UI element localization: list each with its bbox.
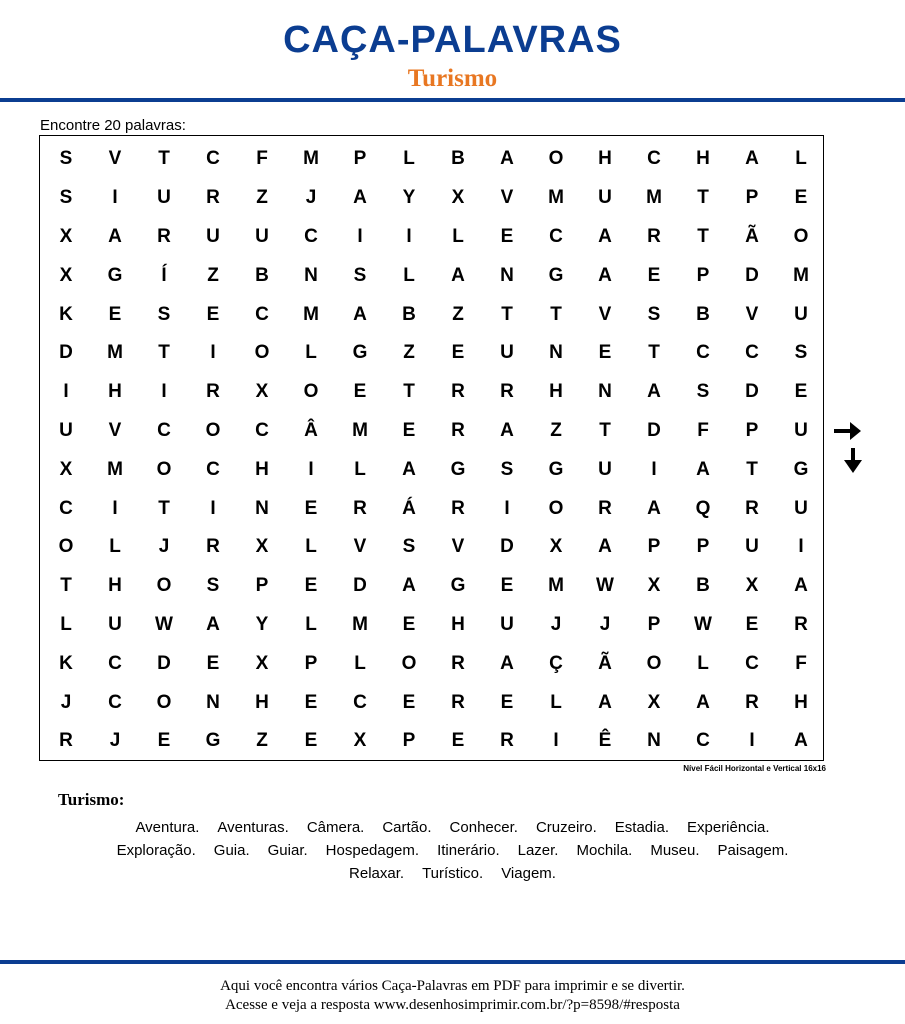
grid-letter: R xyxy=(206,381,220,403)
grid-letter: X xyxy=(59,225,73,247)
grid-letter: I xyxy=(112,497,118,519)
grid-letter: Á xyxy=(402,497,416,519)
grid-letter: E xyxy=(598,342,612,364)
grid-letter: V xyxy=(108,419,122,441)
grid-letter: F xyxy=(795,652,807,674)
grid-letter: D xyxy=(745,381,759,403)
grid-letter: E xyxy=(647,264,661,286)
grid-letter: A xyxy=(402,575,416,597)
grid-letter: A xyxy=(647,381,661,403)
grid-letter: U xyxy=(157,187,171,209)
grid-letter: I xyxy=(161,381,167,403)
grid-letter: A xyxy=(402,458,416,480)
grid-letter: J xyxy=(305,187,317,209)
grid-letter: O xyxy=(548,497,564,519)
grid-letter: T xyxy=(550,303,562,325)
grid-letter: M xyxy=(793,264,809,286)
grid-letter: T xyxy=(403,381,415,403)
grid-letter: E xyxy=(304,691,318,713)
grid-letter: C xyxy=(304,225,318,247)
grid-letter: Z xyxy=(256,730,268,752)
grid-letter: A xyxy=(794,730,808,752)
grid-letter: X xyxy=(451,187,465,209)
grid-letter: G xyxy=(548,264,564,286)
grid-letter: S xyxy=(157,303,171,325)
page-subtitle: Turismo xyxy=(407,65,498,92)
letter-grid xyxy=(54,140,838,761)
grid-letter: A xyxy=(794,575,808,597)
grid-letter: M xyxy=(352,613,368,635)
grid-letter: O xyxy=(401,652,417,674)
grid-letter: E xyxy=(794,381,808,403)
grid-letter: L xyxy=(354,652,366,674)
grid-letter: W xyxy=(155,613,173,635)
grid-letter: I xyxy=(210,342,216,364)
grid-letter: E xyxy=(402,613,416,635)
grid-letter: E xyxy=(500,225,514,247)
grid-letter: U xyxy=(794,497,808,519)
grid-letter: A xyxy=(598,225,612,247)
grid-letter: N xyxy=(500,264,514,286)
grid-letter: L xyxy=(305,613,317,635)
grid-letter: I xyxy=(504,497,510,519)
page-title: CAÇA-PALAVRAS xyxy=(283,19,622,61)
grid-letter: F xyxy=(697,419,709,441)
grid-letter: O xyxy=(303,381,319,403)
grid-letter: A xyxy=(451,264,465,286)
grid-letter: D xyxy=(157,652,171,674)
arrow-down-icon xyxy=(838,448,868,474)
grid-letter: X xyxy=(59,264,73,286)
grid-letter: A xyxy=(500,148,514,170)
grid-letter: G xyxy=(548,458,564,480)
grid-letter: C xyxy=(353,691,367,713)
grid-letter: T xyxy=(697,187,709,209)
grid-letter: M xyxy=(107,342,123,364)
grid-letter: O xyxy=(156,458,172,480)
grid-letter: L xyxy=(550,691,562,713)
word-list-title: Turismo: xyxy=(58,790,125,809)
word-list-line xyxy=(40,816,865,839)
grid-letter: H xyxy=(549,381,563,403)
grid-letter: I xyxy=(210,497,216,519)
grid-letter: J xyxy=(109,730,121,752)
grid-letter: Y xyxy=(255,613,269,635)
grid-letter: P xyxy=(745,419,759,441)
grid-letter: W xyxy=(596,575,614,597)
grid-letter: X xyxy=(255,381,269,403)
grid-letter: R xyxy=(451,497,465,519)
grid-letter: A xyxy=(108,225,122,247)
word-item: Guia. xyxy=(213,842,250,859)
grid-letter: L xyxy=(60,613,72,635)
grid-letter: H xyxy=(255,458,269,480)
grid-letter: U xyxy=(794,419,808,441)
grid-letter: C xyxy=(255,419,269,441)
grid-letter: V xyxy=(598,303,612,325)
grid-letter: R xyxy=(353,497,367,519)
grid-letter: Z xyxy=(550,419,562,441)
grid-letter: O xyxy=(156,575,172,597)
grid-letter: U xyxy=(206,225,220,247)
grid-letter: A xyxy=(598,536,612,558)
grid-letter: U xyxy=(255,225,269,247)
word-item: Mochila. xyxy=(576,842,633,859)
word-list xyxy=(40,816,865,885)
grid-letter: X xyxy=(255,536,269,558)
grid-letter: A xyxy=(745,148,759,170)
grid-letter: A xyxy=(696,458,710,480)
grid-letter: U xyxy=(59,419,73,441)
grid-letter: R xyxy=(745,497,759,519)
grid-letter: S xyxy=(794,342,808,364)
grid-letter: U xyxy=(745,536,759,558)
level-note: Nível Fácil Horizontal e Vertical 16x16 xyxy=(683,764,826,773)
grid-letter: E xyxy=(206,652,220,674)
grid-letter: T xyxy=(60,575,72,597)
grid-letter: Ã xyxy=(745,225,759,247)
grid-letter: V xyxy=(745,303,759,325)
grid-letter: J xyxy=(550,613,562,635)
grid-letter: X xyxy=(647,575,661,597)
grid-letter: K xyxy=(59,303,73,325)
grid-letter: I xyxy=(63,381,69,403)
grid-letter: A xyxy=(598,691,612,713)
grid-letter: J xyxy=(158,536,170,558)
grid-letter: O xyxy=(646,652,662,674)
grid-letter: H xyxy=(451,613,465,635)
grid-letter: I xyxy=(798,536,804,558)
grid-letter: S xyxy=(647,303,661,325)
grid-letter: H xyxy=(108,381,122,403)
grid-letter: X xyxy=(549,536,563,558)
word-item: Câmera. xyxy=(306,819,365,836)
grid-letter: R xyxy=(451,652,465,674)
grid-letter: C xyxy=(647,148,661,170)
grid-letter: R xyxy=(647,225,661,247)
grid-letter: C xyxy=(59,497,73,519)
word-item: Estadia. xyxy=(614,819,669,836)
grid-letter: T xyxy=(501,303,513,325)
grid-letter: B xyxy=(402,303,416,325)
grid-letter: P xyxy=(647,536,661,558)
word-item: Aventura. xyxy=(135,819,200,836)
grid-letter: Í xyxy=(161,264,167,286)
grid-letter: E xyxy=(451,342,465,364)
grid-letter: E xyxy=(304,730,318,752)
grid-letter: E xyxy=(304,575,318,597)
word-item: Lazer. xyxy=(517,842,559,859)
grid-letter: P xyxy=(696,264,710,286)
grid-letter: B xyxy=(696,303,710,325)
grid-letter: P xyxy=(353,148,367,170)
grid-letter: X xyxy=(353,730,367,752)
grid-letter: R xyxy=(451,691,465,713)
grid-letter: D xyxy=(500,536,514,558)
grid-letter: I xyxy=(308,458,314,480)
word-item: Viagem. xyxy=(501,865,556,882)
grid-letter: D xyxy=(647,419,661,441)
word-list-line xyxy=(40,862,865,885)
grid-letter: N xyxy=(647,730,661,752)
grid-letter: R xyxy=(598,497,612,519)
grid-letter: S xyxy=(206,575,220,597)
grid-letter: L xyxy=(452,225,464,247)
grid-letter: P xyxy=(402,730,416,752)
grid-letter: L xyxy=(403,264,415,286)
grid-letter: A xyxy=(696,691,710,713)
header-divider xyxy=(0,98,905,102)
grid-letter: C xyxy=(206,148,220,170)
grid-letter: R xyxy=(451,381,465,403)
word-list-line xyxy=(40,839,865,862)
word-item: Cruzeiro. xyxy=(535,819,597,836)
word-item: Exploração. xyxy=(116,842,196,859)
grid-letter: Z xyxy=(452,303,464,325)
grid-letter: U xyxy=(500,342,514,364)
arrow-right-icon xyxy=(832,418,862,444)
grid-letter: W xyxy=(694,613,712,635)
word-item: Experiência. xyxy=(687,819,770,836)
grid-letter: U xyxy=(598,458,612,480)
grid-letter: G xyxy=(793,458,809,480)
grid-letter: O xyxy=(156,691,172,713)
grid-letter: H xyxy=(108,575,122,597)
grid-letter: V xyxy=(451,536,465,558)
grid-letter: C xyxy=(108,652,122,674)
grid-letter: Q xyxy=(695,497,711,519)
grid-letter: G xyxy=(205,730,221,752)
grid-letter: P xyxy=(304,652,318,674)
grid-letter: U xyxy=(598,187,612,209)
grid-letter: X xyxy=(59,458,73,480)
grid-letter: E xyxy=(451,730,465,752)
grid-letter: P xyxy=(647,613,661,635)
grid-letter: T xyxy=(158,148,170,170)
grid-letter: O xyxy=(548,148,564,170)
grid-letter: S xyxy=(696,381,710,403)
grid-letter: L xyxy=(795,148,807,170)
word-search-grid xyxy=(39,135,824,761)
grid-letter: Z xyxy=(256,187,268,209)
grid-letter: C xyxy=(696,342,710,364)
grid-letter: F xyxy=(256,148,268,170)
grid-letter: I xyxy=(406,225,412,247)
grid-letter: R xyxy=(59,730,73,752)
grid-letter: Ê xyxy=(598,730,612,752)
grid-letter: G xyxy=(450,458,466,480)
grid-letter: D xyxy=(745,264,759,286)
grid-letter: S xyxy=(402,536,416,558)
grid-letter: R xyxy=(500,381,514,403)
grid-letter: E xyxy=(794,187,808,209)
grid-letter: N xyxy=(549,342,563,364)
word-item: Cartão. xyxy=(382,819,432,836)
grid-letter: R xyxy=(206,536,220,558)
word-item: Museu. xyxy=(650,842,700,859)
grid-letter: C xyxy=(255,303,269,325)
grid-letter: B xyxy=(451,148,465,170)
grid-letter: P xyxy=(745,187,759,209)
word-item: Paisagem. xyxy=(717,842,789,859)
footer-text: Aqui você encontra vários Caça-Palavras em PDF para imprimir e se divertir. xyxy=(220,978,685,994)
grid-letter: L xyxy=(697,652,709,674)
grid-letter: A xyxy=(598,264,612,286)
grid-letter: R xyxy=(794,613,808,635)
grid-letter: S xyxy=(59,148,73,170)
grid-letter: O xyxy=(254,342,270,364)
grid-letter: A xyxy=(353,303,367,325)
grid-letter: T xyxy=(746,458,758,480)
grid-letter: I xyxy=(553,730,559,752)
grid-letter: V xyxy=(500,187,514,209)
grid-letter: Ç xyxy=(549,652,563,674)
grid-letter: I xyxy=(357,225,363,247)
grid-letter: L xyxy=(305,536,317,558)
word-item: Relaxar. xyxy=(349,865,405,882)
grid-letter: L xyxy=(305,342,317,364)
grid-letter: Z xyxy=(207,264,219,286)
grid-letter: N xyxy=(255,497,269,519)
grid-letter: C xyxy=(745,342,759,364)
grid-letter: O xyxy=(205,419,221,441)
word-item: Guiar. xyxy=(267,842,308,859)
grid-letter: E xyxy=(304,497,318,519)
grid-letter: E xyxy=(206,303,220,325)
grid-letter: U xyxy=(500,613,514,635)
grid-letter: A xyxy=(353,187,367,209)
grid-letter: S xyxy=(353,264,367,286)
grid-letter: T xyxy=(697,225,709,247)
grid-letter: A xyxy=(500,419,514,441)
grid-letter: V xyxy=(108,148,122,170)
grid-letter: D xyxy=(353,575,367,597)
grid-letter: H xyxy=(794,691,808,713)
grid-letter: X xyxy=(647,691,661,713)
grid-letter: B xyxy=(696,575,710,597)
grid-letter: P xyxy=(696,536,710,558)
grid-letter: G xyxy=(352,342,368,364)
grid-letter: X xyxy=(745,575,759,597)
word-item: Turístico. xyxy=(422,865,484,882)
grid-letter: A xyxy=(206,613,220,635)
grid-letter: C xyxy=(206,458,220,480)
grid-letter: S xyxy=(500,458,514,480)
word-item: Hospedagem. xyxy=(325,842,420,859)
grid-letter: T xyxy=(158,497,170,519)
grid-letter: I xyxy=(112,187,118,209)
grid-letter: H xyxy=(696,148,710,170)
word-item: Itinerário. xyxy=(437,842,500,859)
grid-letter: P xyxy=(255,575,269,597)
grid-letter: H xyxy=(255,691,269,713)
grid-letter: C xyxy=(157,419,171,441)
grid-letter: E xyxy=(745,613,759,635)
word-item: Aventuras. xyxy=(217,819,289,836)
grid-letter: E xyxy=(500,691,514,713)
grid-letter: J xyxy=(60,691,72,713)
grid-letter: M xyxy=(548,187,564,209)
grid-letter: R xyxy=(500,730,514,752)
grid-letter: E xyxy=(402,691,416,713)
word-item: Conhecer. xyxy=(449,819,518,836)
grid-letter: O xyxy=(793,225,809,247)
grid-letter: C xyxy=(108,691,122,713)
footer-divider xyxy=(0,960,905,964)
grid-letter: S xyxy=(59,187,73,209)
grid-letter: V xyxy=(353,536,367,558)
grid-letter: M xyxy=(303,148,319,170)
grid-letter: Â xyxy=(304,419,318,441)
instruction-text: Encontre 20 palavras: xyxy=(40,117,186,134)
grid-letter: M xyxy=(352,419,368,441)
grid-letter: G xyxy=(450,575,466,597)
grid-letter: N xyxy=(206,691,220,713)
grid-letter: N xyxy=(304,264,318,286)
grid-letter: H xyxy=(598,148,612,170)
grid-letter: D xyxy=(59,342,73,364)
grid-letter: E xyxy=(353,381,367,403)
grid-letter: X xyxy=(255,652,269,674)
grid-letter: E xyxy=(108,303,122,325)
grid-letter: A xyxy=(647,497,661,519)
grid-letter: U xyxy=(108,613,122,635)
grid-letter: Z xyxy=(403,342,415,364)
grid-letter: T xyxy=(599,419,611,441)
grid-letter: L xyxy=(109,536,121,558)
grid-letter: M xyxy=(548,575,564,597)
grid-letter: B xyxy=(255,264,269,286)
grid-letter: J xyxy=(599,613,611,635)
grid-letter: A xyxy=(500,652,514,674)
grid-letter: L xyxy=(354,458,366,480)
grid-letter: M xyxy=(303,303,319,325)
grid-letter: T xyxy=(158,342,170,364)
grid-letter: C xyxy=(745,652,759,674)
footer-link-text: Acesse e veja a resposta www.desenhosimprimir.com.br/?p=8598/#resposta xyxy=(225,997,680,1013)
grid-letter: R xyxy=(206,187,220,209)
grid-letter: N xyxy=(598,381,612,403)
grid-letter: O xyxy=(58,536,74,558)
grid-letter: E xyxy=(157,730,171,752)
grid-letter: E xyxy=(402,419,416,441)
grid-letter: E xyxy=(500,575,514,597)
grid-letter: U xyxy=(794,303,808,325)
grid-letter: I xyxy=(749,730,755,752)
grid-letter: L xyxy=(403,148,415,170)
grid-letter: R xyxy=(157,225,171,247)
grid-letter: C xyxy=(696,730,710,752)
grid-letter: C xyxy=(549,225,563,247)
grid-letter: K xyxy=(59,652,73,674)
grid-letter: G xyxy=(107,264,123,286)
grid-letter: M xyxy=(107,458,123,480)
grid-letter: Y xyxy=(402,187,416,209)
grid-letter: M xyxy=(646,187,662,209)
grid-letter: R xyxy=(745,691,759,713)
grid-letter: Ã xyxy=(598,652,612,674)
grid-letter: I xyxy=(651,458,657,480)
grid-letter: R xyxy=(451,419,465,441)
grid-letter: T xyxy=(648,342,660,364)
